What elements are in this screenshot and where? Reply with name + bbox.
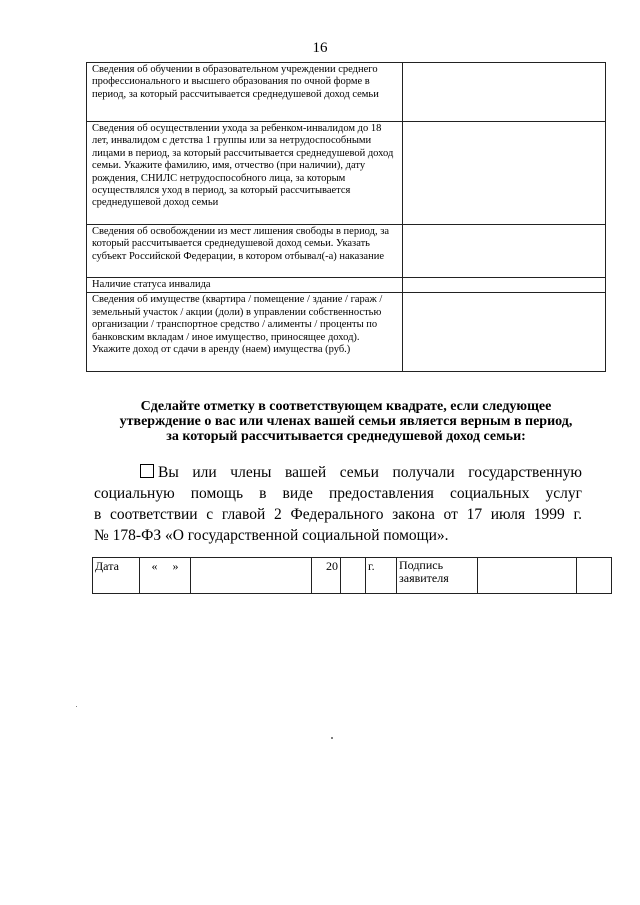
statement-checkbox[interactable] [140, 464, 154, 478]
row-label: Сведения об осуществлении ухода за ребенком-инвалидом до 18 лет, инвалидом с детства 1 группы или за нетрудоспособными лицами в период, за который рассчитывается среднедушевой доход семьи. Укажите фамилию, имя, отчество (при наличии), дату рождения, СНИЛС нетрудоспособного лица, за которым осуществлялся уход в период, за который рассчитывается среднедушевой доход семьи [87, 122, 403, 225]
row-label: Наличие статуса инвалида [87, 278, 403, 293]
answer-field[interactable] [402, 278, 605, 293]
table-row [87, 293, 606, 372]
statement-text: Вы или члены вашей семьи получали государственную [158, 464, 582, 481]
answer-field[interactable] [402, 293, 605, 372]
quote-open: « [151, 559, 158, 573]
statement-line-1 [94, 462, 582, 483]
signature-row [93, 558, 612, 594]
page-number: 16 [312, 40, 328, 56]
instruction-notice [86, 399, 606, 444]
table-row [87, 278, 606, 293]
date-label: Дата [93, 558, 140, 594]
year-suffix: г. [366, 558, 397, 594]
notice-line: за который рассчитывается среднедушевой доход семьи: [166, 429, 526, 444]
table-row [87, 225, 606, 278]
notice-line: утверждение о вас или членах вашей семьи является верным в период, [119, 414, 573, 429]
month-field[interactable] [191, 558, 312, 594]
info-table [86, 62, 606, 372]
answer-field[interactable] [402, 122, 605, 225]
signature-table [92, 557, 612, 594]
row-label: Сведения об освобождении из мест лишения свободы в период, за который рассчитывается среднедушевой доход семьи. Указать субъект Российской Федерации, в котором отбывал(-а) наказание [87, 225, 403, 278]
statement-line: в соответствии с главой 2 Федерального закона от 17 июля 1999 г. [94, 506, 582, 523]
day-field[interactable] [140, 558, 191, 594]
answer-field[interactable] [402, 225, 605, 278]
statement-line: социальную помощь в виде предоставления социальных услуг [94, 485, 582, 502]
statement-line: № 178-ФЗ «О государственной социальной помощи». [94, 527, 449, 544]
signature-extra-field[interactable] [577, 558, 612, 594]
year-prefix: 20 [312, 558, 341, 594]
signature-label: Подпись заявителя [397, 558, 478, 594]
year-field[interactable] [341, 558, 366, 594]
table-row [87, 122, 606, 225]
notice-line: Сделайте отметку в соответствующем квадрате, если следующее [140, 399, 552, 414]
answer-field[interactable] [402, 63, 605, 122]
table-row [87, 63, 606, 122]
signature-field[interactable] [478, 558, 577, 594]
statement-block [94, 462, 582, 546]
scan-speck [76, 706, 77, 707]
row-label: Сведения об имуществе (квартира / помещение / здание / гараж / земельный участок / акции (доли) в управлении собственностью организации / транспортное средство / алименты / проценты по банковским вкладам / иное имущество, приносящее доход). Укажите доход от сдачи в аренду (наем) имущества (руб.) [87, 293, 403, 372]
scan-speck [331, 737, 333, 739]
quote-close: » [172, 559, 179, 573]
row-label: Сведения об обучении в образовательном учреждении среднего профессионального и высшего образования по очной форме в период, за который рассчитывается среднедушевой доход семьи [87, 63, 403, 122]
